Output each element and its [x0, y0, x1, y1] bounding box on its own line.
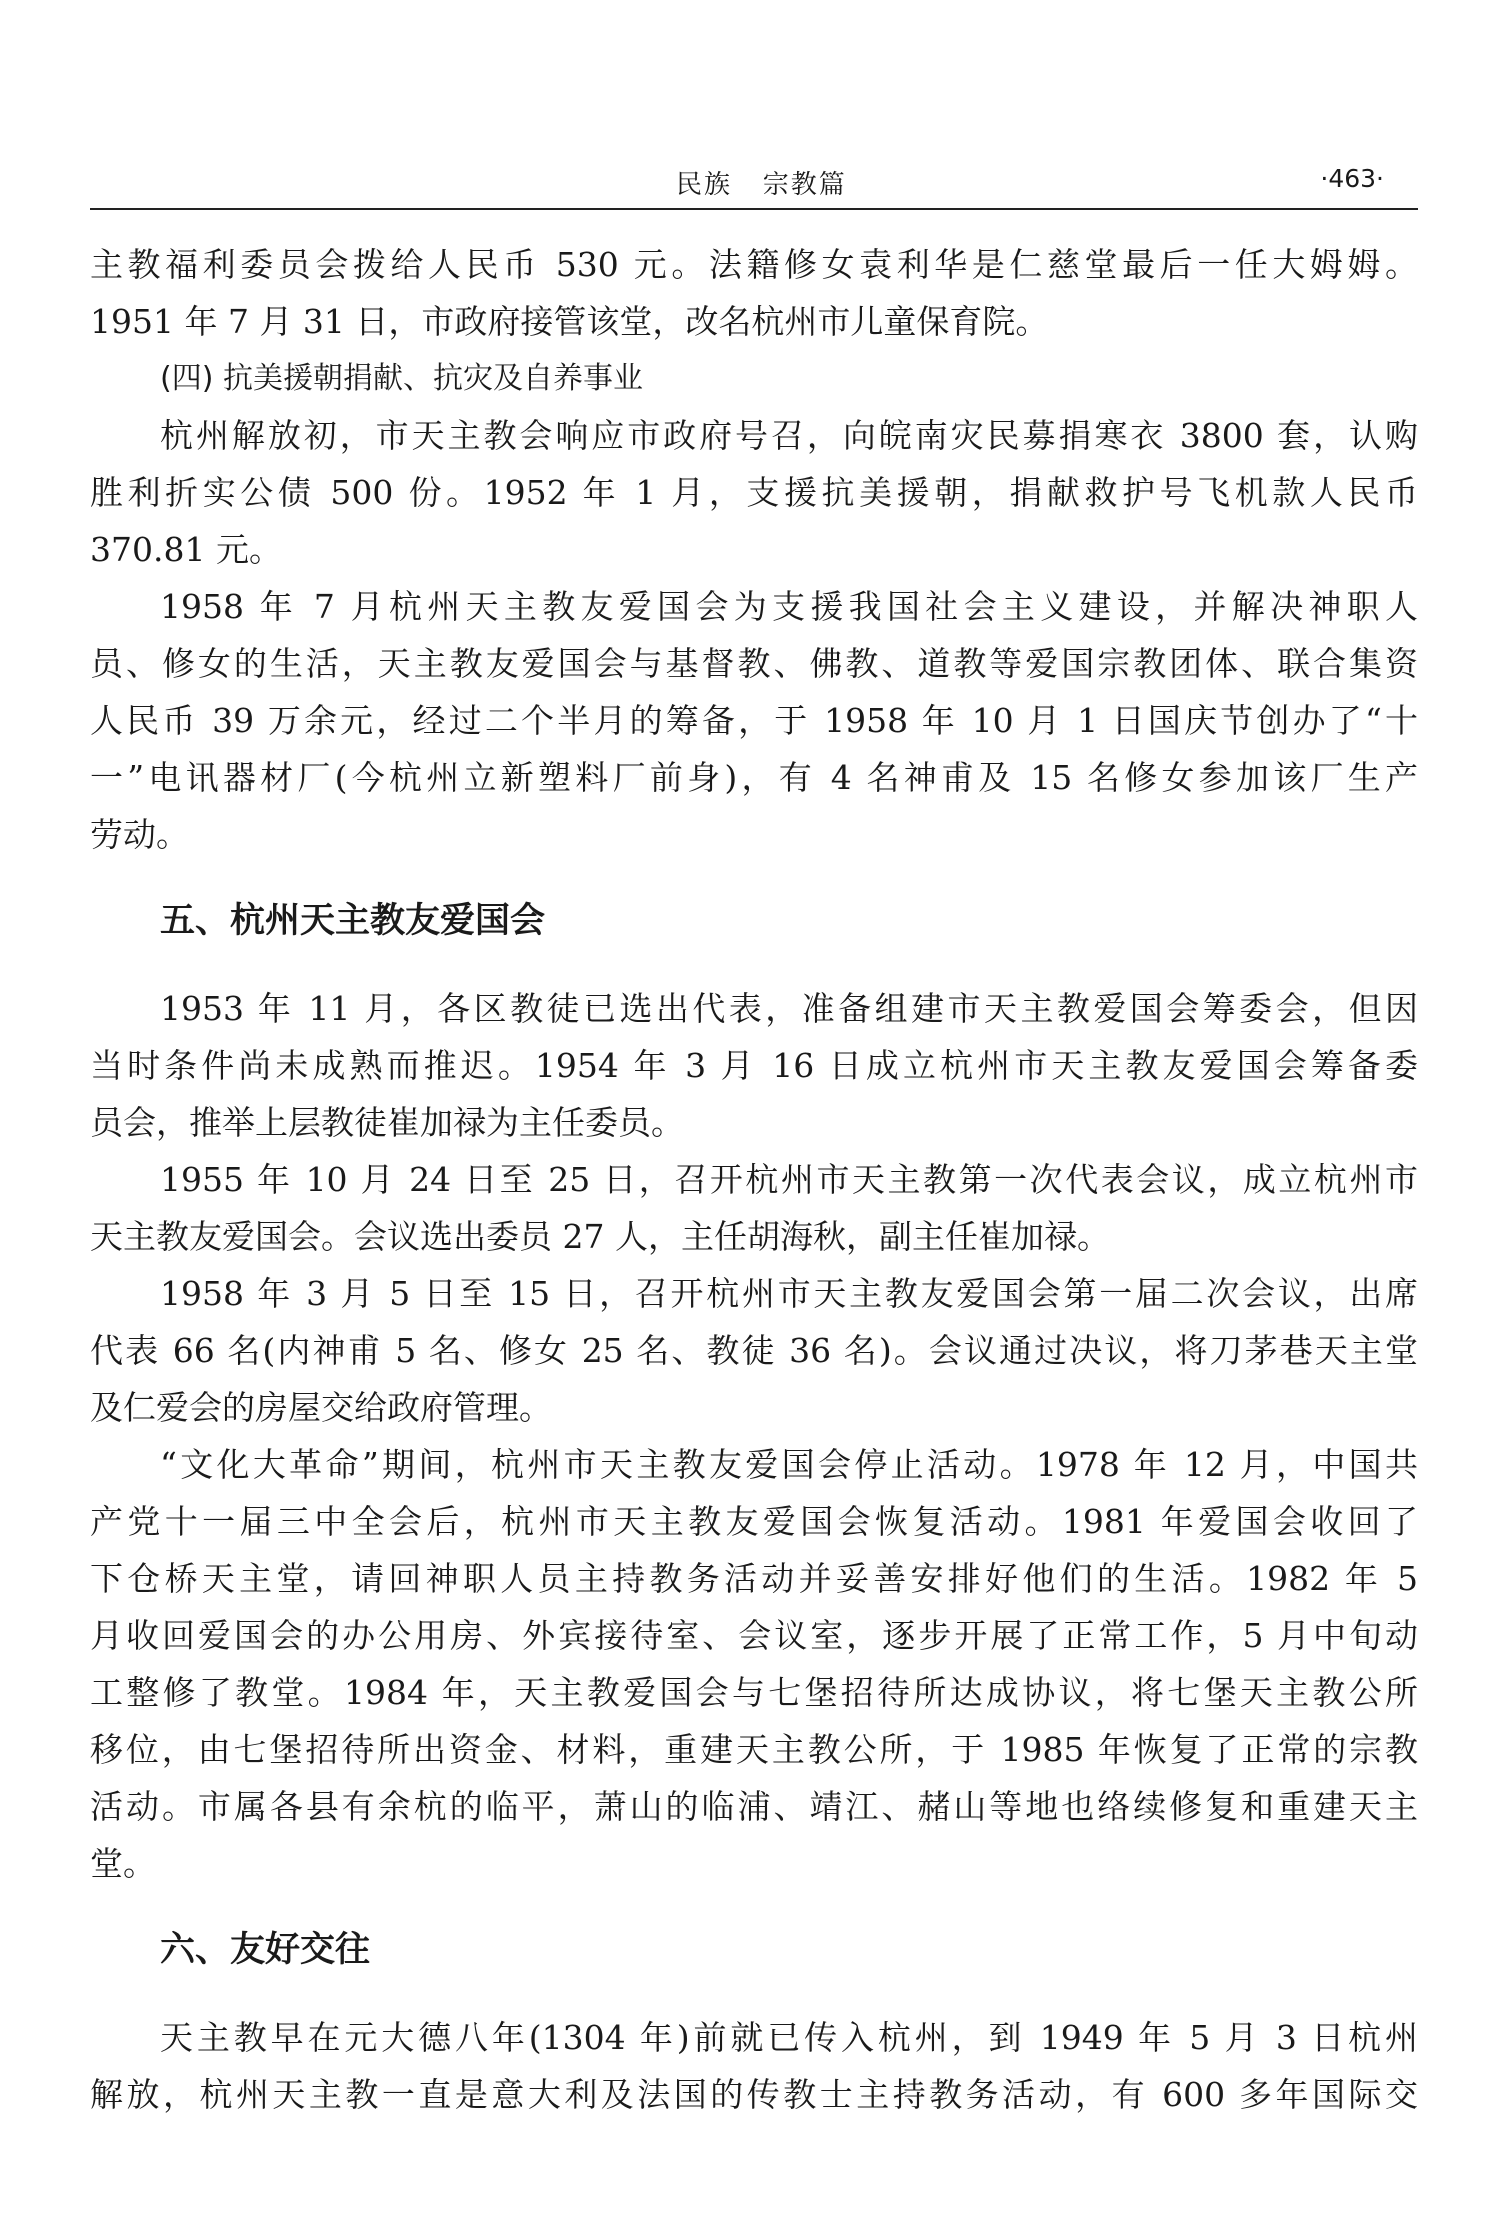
body-text [90, 236, 1418, 2123]
text-line: 杭州解放初，市天主教会响应市政府号召，向皖南灾民募捐寒衣 3800 套，认购 [160, 416, 1418, 455]
text-line: 活动。市属各县有余杭的临平，萧山的临浦、靖江、赭山等地也络续修复和重建天主 [90, 1787, 1418, 1826]
text-line: 当时条件尚未成熟而推迟。1954 年 3 月 16 日成立杭州市天主教友爱国会筹备委 [90, 1046, 1418, 1085]
paragraph [90, 236, 1418, 350]
text-line: 1951 年 7 月 31 日，市政府接管该堂，改名杭州市儿童保育院。 [90, 302, 1049, 341]
text-line: 主教福利委员会拨给人民币 530 元。法籍修女袁利华是仁慈堂最后一任大姆姆。 [90, 245, 1418, 284]
paragraph [90, 2009, 1418, 2123]
text-line: 代表 66 名(内神甫 5 名、修女 25 名、教徒 36 名)。会议通过决议，将刀茅巷天主堂 [90, 1331, 1418, 1370]
text-line: 一”电讯器材厂(今杭州立新塑料厂前身)，有 4 名神甫及 15 名修女参加该厂生产 [90, 758, 1418, 797]
paragraph [90, 407, 1418, 578]
text-line: 产党十一届三中全会后，杭州市天主教友爱国会恢复活动。1981 年爱国会收回了 [90, 1502, 1418, 1541]
text-line: “文化大革命”期间，杭州市天主教友爱国会停止活动。1978 年 12 月，中国共 [160, 1445, 1418, 1484]
paragraph [90, 1265, 1418, 1436]
text-line: 员会，推举上层教徒崔加禄为主任委员。 [90, 1103, 684, 1142]
paragraph [90, 578, 1418, 863]
paragraph [90, 980, 1418, 1151]
text-line: 370.81 元。 [90, 530, 282, 569]
text-line: 员、修女的生活，天主教友爱国会与基督教、佛教、道教等爱国宗教团体、联合集资 [90, 644, 1418, 683]
text-line: 人民币 39 万余元，经过二个半月的筹备，于 1958 年 10 月 1 日国庆节创办了“十 [90, 701, 1418, 740]
text-line: 下仓桥天主堂，请回神职人员主持教务活动并妥善安排好他们的生活。1982 年 5 [90, 1559, 1418, 1598]
text-line: 堂。 [90, 1844, 156, 1883]
text-line: 天主教友爱国会。会议选出委员 27 人，主任胡海秋，副主任崔加禄。 [90, 1217, 1110, 1256]
page-number: ·463· [1320, 164, 1384, 193]
text-line: 1953 年 11 月，各区教徒已选出代表，准备组建市天主教爱国会筹委会，但因 [160, 989, 1418, 1028]
section-heading: 五、杭州天主教友爱国会 [160, 901, 546, 941]
text-line: 工整修了教堂。1984 年，天主教爱国会与七堡招待所达成协议，将七堡天主教公所 [90, 1673, 1418, 1712]
text-line: 胜利折实公债 500 份。1952 年 1 月，支援抗美援朝，捐献救护号飞机款人民币 [90, 473, 1418, 512]
text-line: 解放，杭州天主教一直是意大利及法国的传教士主持教务活动，有 600 多年国际交 [90, 2075, 1418, 2114]
text-line: 天主教早在元大德八年(1304 年)前就已传入杭州，到 1949 年 5 月 3 日杭州 [160, 2018, 1418, 2057]
text-line: 1958 年 3 月 5 日至 15 日，召开杭州市天主教友爱国会第一届二次会议，出席 [160, 1274, 1418, 1313]
text-line: 1958 年 7 月杭州天主教友爱国会为支援我国社会主义建设，并解决神职人 [160, 587, 1418, 626]
text-line: 及仁爱会的房屋交给政府管理。 [90, 1388, 552, 1427]
running-title: 民族 宗教篇 [676, 170, 847, 200]
section-heading: 六、友好交往 [160, 1930, 371, 1970]
paragraph [90, 1151, 1418, 1265]
text-line: 移位，由七堡招待所出资金、材料，重建天主教公所，于 1985 年恢复了正常的宗教 [90, 1730, 1418, 1769]
text-line: 月收回爱国会的办公用房、外宾接待室、会议室，逐步开展了正常工作，5 月中旬动 [90, 1616, 1418, 1655]
text-line: 劳动。 [90, 815, 189, 854]
paragraph [90, 1436, 1418, 1892]
text-line: 1955 年 10 月 24 日至 25 日，召开杭州市天主教第一次代表会议，成立杭州市 [160, 1160, 1418, 1199]
page-header [90, 160, 1418, 210]
subheading: (四) 抗美援朝捐献、抗灾及自养事业 [160, 361, 643, 396]
